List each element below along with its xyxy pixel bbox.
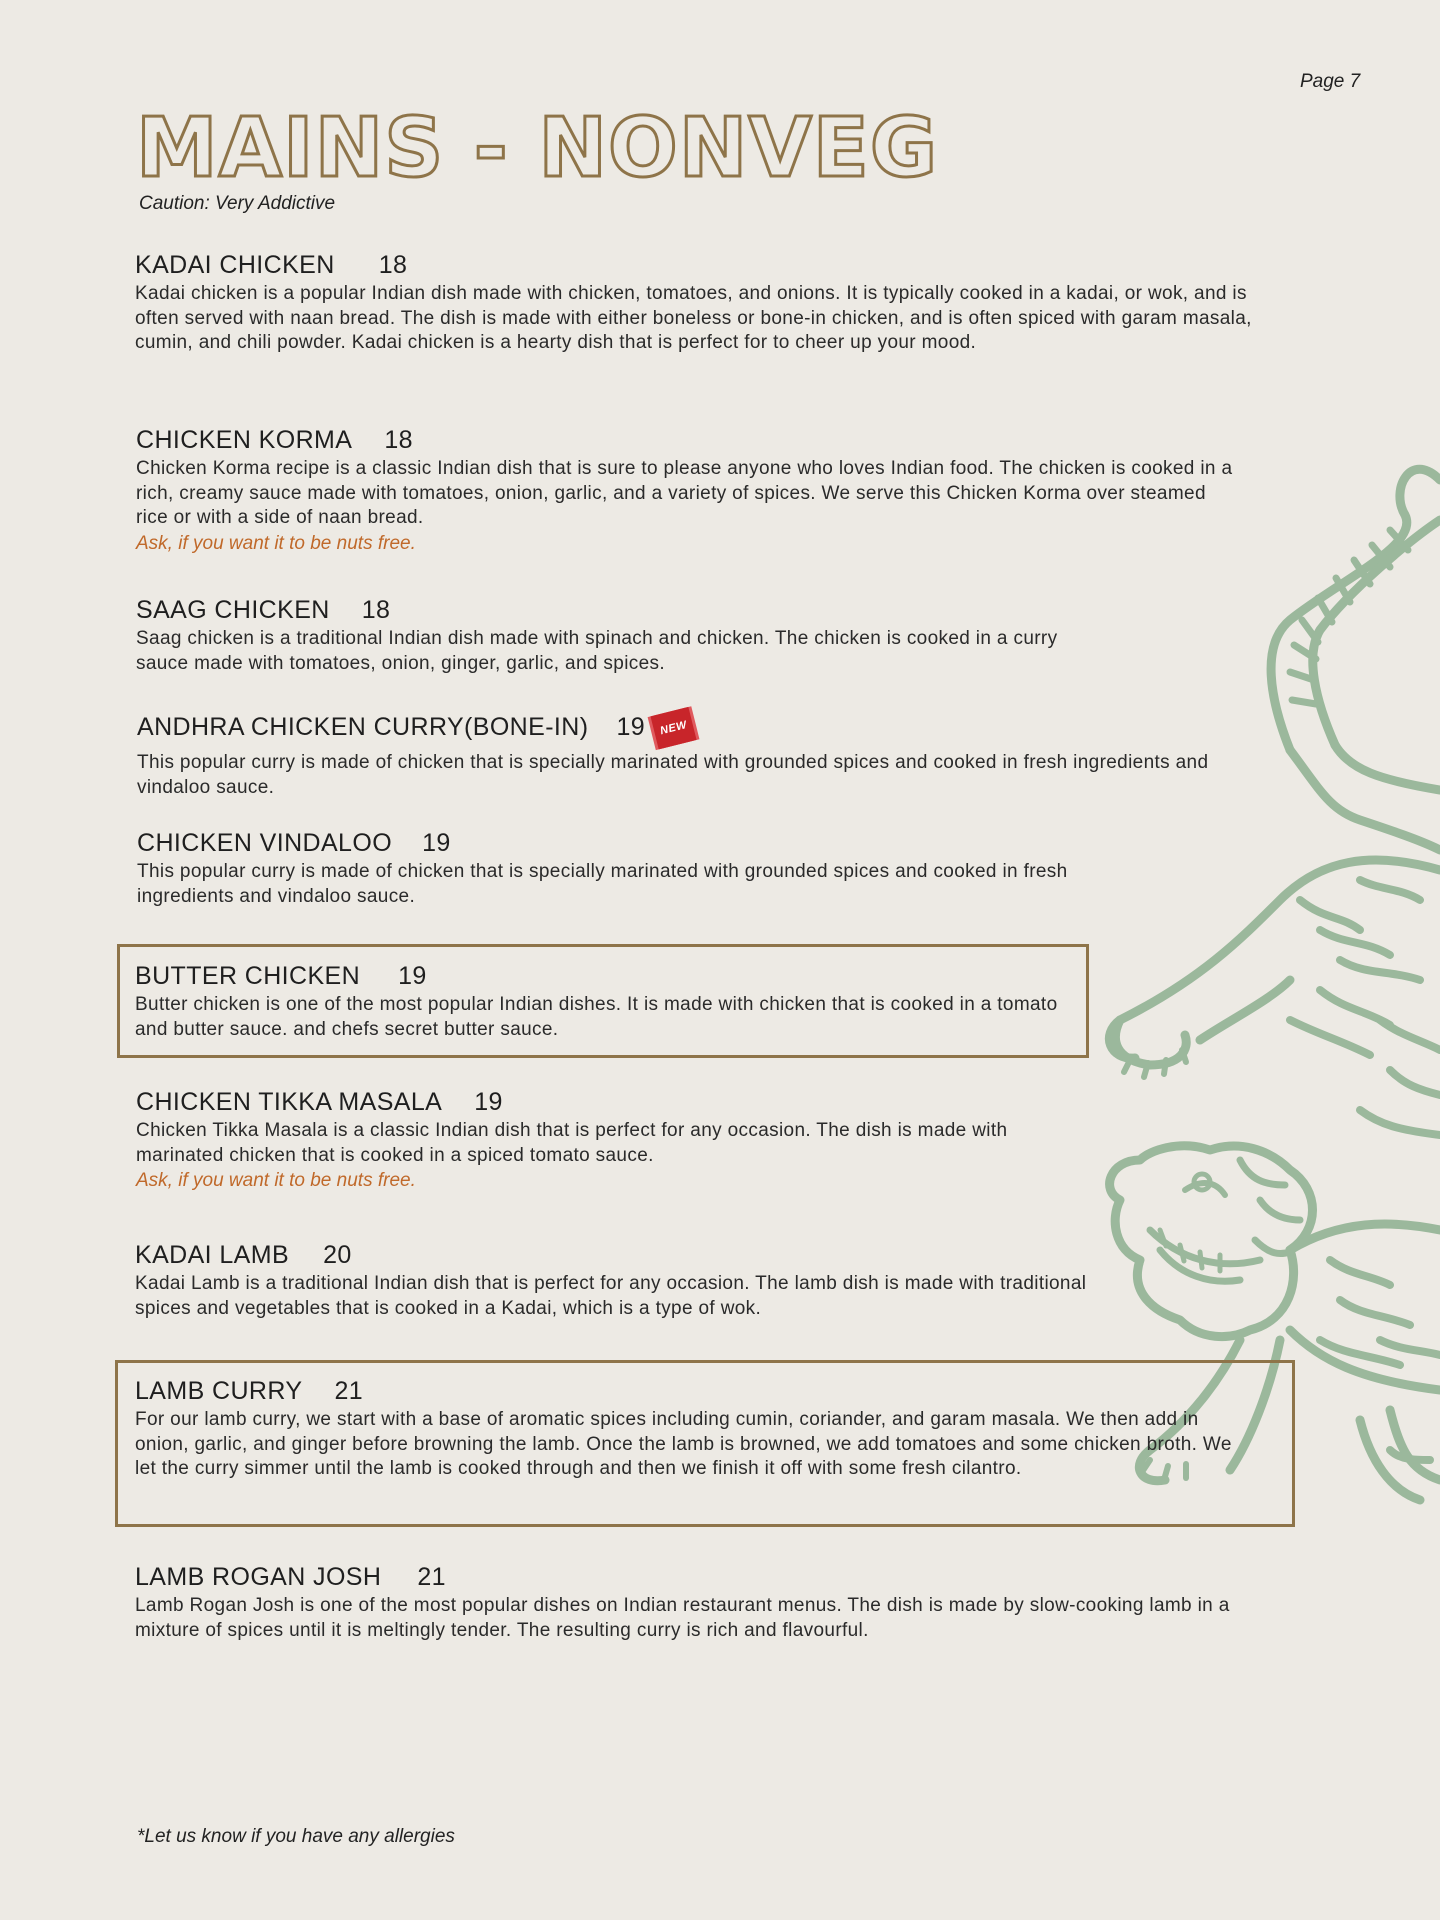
item-name: KADAI CHICKEN: [135, 251, 335, 279]
item-name: KADAI LAMB: [135, 1241, 290, 1269]
item-description: Butter chicken is one of the most popular Indian dishes. It is made with chicken that is cooked in a tomato and butter sauce. and chefs secret butter sauce.: [135, 994, 1058, 1040]
menu-item: [136, 1087, 1076, 1193]
item-note: Ask, if you want it to be nuts free.: [136, 1170, 416, 1191]
item-description: Kadai Lamb is a traditional Indian dish that is perfect for any occasion. The lamb dish is made with traditional spices and vegetables that is cooked in a Kadai, which is a type of wok.: [135, 1273, 1087, 1319]
item-price: 21: [417, 1563, 446, 1591]
page-title: MAINS - NONVEG: [136, 101, 939, 196]
item-description: Saag chicken is a traditional Indian dish made with spinach and chicken. The chicken is cooked in a curry sauce made with tomatoes, onion, ginger, garlic, and spices.: [136, 628, 1058, 674]
item-note: Ask, if you want it to be nuts free.: [136, 532, 416, 554]
item-price: 20: [323, 1241, 352, 1269]
item-price: 19: [474, 1088, 503, 1116]
item-price: 21: [334, 1377, 364, 1405]
item-price: 19: [398, 962, 427, 990]
item-price: 18: [378, 251, 408, 279]
item-price: 19: [422, 829, 451, 857]
item-name: CHICKEN VINDALOO: [137, 829, 393, 857]
allergy-note: *Let us know if you have any allergies: [137, 1826, 455, 1847]
item-name: BUTTER CHICKEN: [135, 962, 361, 990]
item-description: This popular curry is made of chicken that is specially marinated with grounded spices and cooked in fresh ingredients and vindaloo sauce.: [137, 752, 1209, 798]
item-description: Chicken Tikka Masala is a classic Indian dish that is perfect for any occasion. The dish is made with marinated chicken that is cooked in a spiced tomato sauce.: [136, 1120, 1008, 1166]
item-description: Kadai chicken is a popular Indian dish made with chicken, tomatoes, and onions. It is typically cooked in a kadai, or wok, and is often served with naan bread. The dish is made with either boneless or bone-in chicken, and is often spiced with garam masala, cumin, and chili powder. Kadai chicken is a hearty dish that is perfect for to cheer up your mood.: [135, 283, 1252, 353]
item-price: 19: [616, 713, 646, 741]
menu-item: [135, 961, 1075, 1042]
item-name: CHICKEN TIKKA MASALA: [136, 1088, 443, 1116]
menu-item: [135, 1376, 1255, 1482]
page-number: Page 7: [1300, 71, 1361, 92]
item-description: Lamb Rogan Josh is one of the most popular dishes on Indian restaurant menus. The dish is made by slow-cooking lamb in a mixture of spices until it is meltingly tender. The resulting curry is rich and flavourful.: [135, 1595, 1230, 1641]
menu-item: [135, 250, 1275, 356]
menu-item: [135, 1240, 1125, 1321]
page-subtitle: Caution: Very Addictive: [139, 193, 336, 214]
item-name: LAMB ROGAN JOSH: [135, 1563, 382, 1591]
menu-item: [137, 712, 1277, 800]
menu-item: [137, 828, 1097, 909]
item-name: SAAG CHICKEN: [136, 596, 330, 624]
item-price: 18: [384, 426, 413, 454]
item-name: ANDHRA CHICKEN CURRY(BONE-IN): [137, 713, 589, 741]
item-price: 18: [361, 596, 391, 624]
item-name: LAMB CURRY: [135, 1377, 303, 1405]
new-badge: NEW: [651, 707, 697, 749]
menu-item: [136, 425, 1236, 556]
menu-item: [136, 595, 1076, 676]
menu-item: [135, 1562, 1275, 1643]
item-name: CHICKEN KORMA: [136, 426, 353, 454]
item-description: This popular curry is made of chicken that is specially marinated with grounded spices and cooked in fresh ingredients and vindaloo sauce.: [137, 861, 1068, 907]
item-description: Chicken Korma recipe is a classic Indian dish that is sure to please anyone who loves Indian food. The chicken is cooked in a rich, creamy sauce made with tomatoes, onion, garlic, and a variety of spices. We serve this Chicken Korma over steamed rice or with a side of naan bread.: [136, 458, 1233, 528]
item-description: For our lamb curry, we start with a base of aromatic spices including cumin, coriander, and garam masala. We then add in onion, garlic, and ginger before browning the lamb. Once the lamb is browned, we add tomatoes and some chicken broth. We let the curry simmer until the lamb is cooked through and then we finish it off with some fresh cilantro.: [135, 1409, 1232, 1479]
